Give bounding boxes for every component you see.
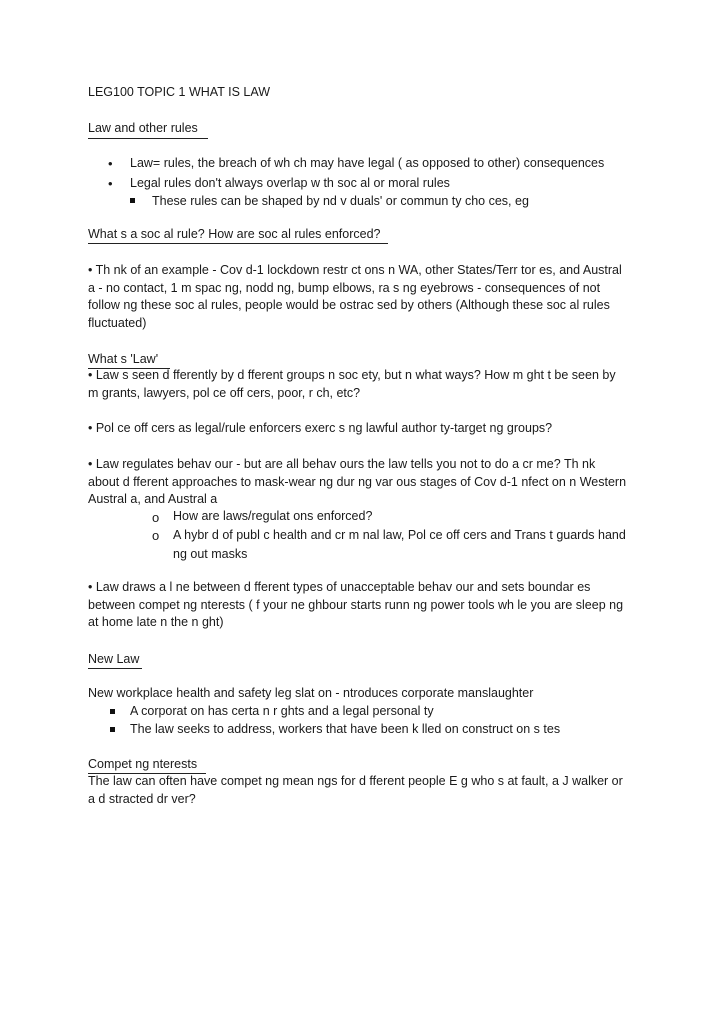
- paragraph: • Law regulates behav our - but are all behav ours the law tells you not to do a cr me? Th nk about d fferent approaches to mask-wear ng dur ng var ous stages of Cov d-1 nfect on n Western Austral a, and Austral a: [88, 457, 627, 506]
- sub-item-text: A hybr d of publ c health and cr m nal law, Pol ce off cers and Trans t guards hand ng out masks: [173, 528, 626, 561]
- sub-bullet-item: [152, 193, 652, 211]
- heading-underline: [88, 138, 208, 139]
- bullet-item: [108, 155, 650, 173]
- bullet-marker: •: [108, 156, 113, 171]
- heading-social-rules: What s a soc al rule? How are soc al rules enforced?: [88, 227, 381, 241]
- square-bullet-icon: [110, 709, 115, 714]
- sub-item-text: How are laws/regulat ons enforced?: [173, 509, 373, 523]
- heading-underline: [88, 668, 142, 669]
- paragraph: The law can often have compet ng mean ngs for d fferent people E g who s at fault, a J walker or a d stracted dr ver?: [88, 774, 623, 806]
- bullet-marker: •: [108, 176, 113, 191]
- square-bullet-icon: [110, 727, 115, 732]
- heading-competing-interests: Compet ng nterests: [88, 757, 198, 771]
- square-bullet-icon: [130, 198, 135, 203]
- heading-new-law: New Law: [88, 652, 140, 666]
- heading-what-is-law: What s 'Law': [88, 352, 159, 366]
- sub-bullet-text: These rules can be shaped by nd v duals' or commun ty cho ces, eg: [152, 194, 529, 208]
- paragraph: • Law s seen d fferently by d fferent groups n soc ety, but n what ways? How m ght t be seen by m grants, lawyers, pol ce off cers, poor, r ch, etc?: [88, 368, 616, 400]
- heading-text: Law and other rules: [88, 121, 198, 135]
- paragraph: • Pol ce off cers as legal/rule enforcers exerc s ng lawful author ty-target ng groups?: [88, 421, 553, 435]
- circle-bullet-icon: o: [152, 510, 160, 525]
- doc-title: LEG100 TOPIC 1 WHAT IS LAW: [88, 85, 271, 99]
- bullet-text: Legal rules don't always overlap w th soc al or moral rules: [130, 176, 450, 190]
- paragraph: • Th nk of an example - Cov d-1 lockdown restr ct ons n WA, other States/Terr tor es, and Austral a - no contact, 1 m spac ng, nodd ng, bump elbows, ra s ng eyebrows - consequences of not follow ng these soc al rules, people would be ostrac sed by others (Although these soc al rules fluctuated): [88, 263, 622, 330]
- bullet-item: [108, 175, 650, 193]
- bullet-text: The law seeks to address, workers that have been k lled on construct on s tes: [130, 722, 561, 736]
- heading-underline: [88, 243, 388, 244]
- paragraph: New workplace health and safety leg slat on - ntroduces corporate manslaughter: [88, 686, 534, 700]
- circle-bullet-icon: o: [152, 528, 160, 543]
- heading-law-and-other-rules: [88, 120, 648, 138]
- paragraph: • Law draws a l ne between d fferent types of unacceptable behav our and sets boundar es between compet ng nterests ( f your ne ghbour starts runn ng power tools wh le you are sleep ng at home late n the n ght): [88, 580, 624, 629]
- bullet-text: A corporat on has certa n r ghts and a legal personal ty: [130, 704, 434, 718]
- bullet-text: Law= rules, the breach of wh ch may have legal ( as opposed to other) consequences: [130, 156, 605, 170]
